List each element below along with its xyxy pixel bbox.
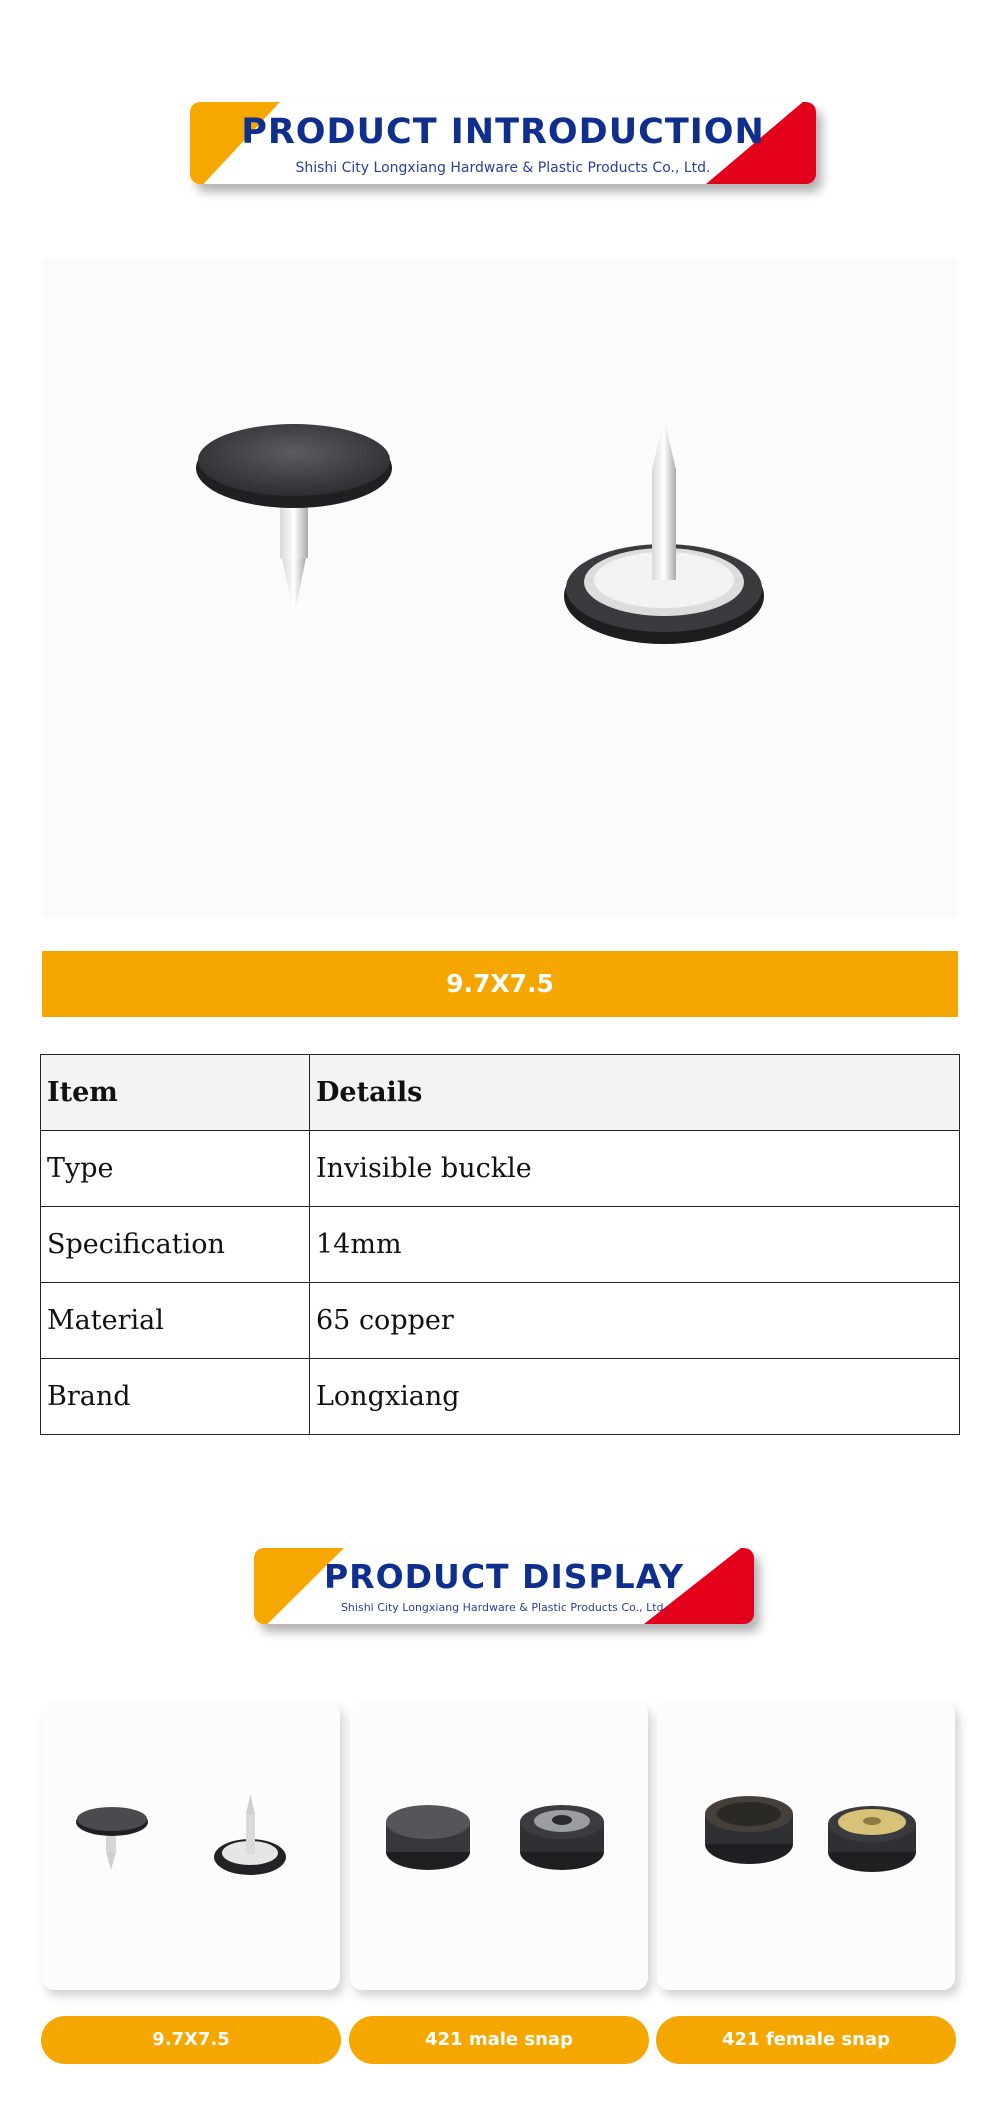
display-label-female-snap[interactable]: 421 female snap — [656, 2016, 956, 2064]
table-cell-details: Invisible buckle — [310, 1131, 960, 1207]
table-cell-item: Specification — [41, 1207, 310, 1283]
table-cell-details: Longxiang — [310, 1359, 960, 1435]
invisible-buckle-image — [42, 1702, 340, 1990]
ring-with-spike — [564, 418, 764, 644]
table-row — [41, 1207, 960, 1283]
display-banner-company: Shishi City Longxiang Hardware & Plastic Products Co., Ltd. — [340, 1601, 668, 1614]
table-row — [41, 1131, 960, 1207]
male-snap-image — [350, 1702, 648, 1990]
intro-banner-title: PRODUCT INTRODUCTION — [241, 112, 765, 152]
table-header-row — [41, 1055, 960, 1131]
display-card-invisible-buckle[interactable] — [42, 1702, 340, 1990]
table-header-details: Details — [310, 1055, 960, 1131]
table-row — [41, 1283, 960, 1359]
display-label-male-snap[interactable]: 421 male snap — [349, 2016, 649, 2064]
table-cell-item: Material — [41, 1283, 310, 1359]
table-cell-item: Brand — [41, 1359, 310, 1435]
intro-banner — [190, 102, 816, 184]
table-cell-item: Type — [41, 1131, 310, 1207]
hero-product-image — [42, 258, 958, 918]
display-banner-title: PRODUCT DISPLAY — [324, 1557, 684, 1596]
table-cell-details: 65 copper — [310, 1283, 960, 1359]
size-label-bar: 9.7X7.5 — [42, 951, 958, 1017]
spec-table — [40, 1054, 960, 1435]
female-snap-image — [657, 1702, 955, 1990]
cap-with-pin — [196, 424, 392, 616]
hero-product-illustration — [42, 258, 958, 918]
display-card-male-snap[interactable] — [350, 1702, 648, 1990]
table-cell-details: 14mm — [310, 1207, 960, 1283]
table-row — [41, 1359, 960, 1435]
display-banner — [254, 1548, 754, 1624]
display-card-female-snap[interactable] — [657, 1702, 955, 1990]
table-header-item: Item — [41, 1055, 310, 1131]
display-label-invisible-buckle[interactable]: 9.7X7.5 — [41, 2016, 341, 2064]
intro-banner-company: Shishi City Longxiang Hardware & Plastic Products Co., Ltd. — [295, 160, 711, 176]
